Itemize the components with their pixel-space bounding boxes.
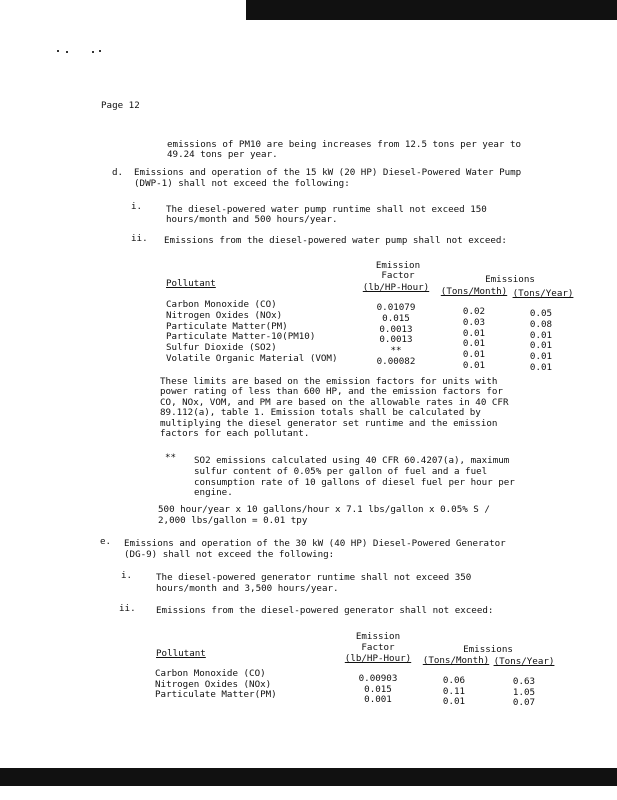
scan-speck — [92, 51, 94, 53]
item-ii-marker: ii. — [131, 233, 148, 244]
scan-top-bar — [246, 0, 617, 20]
intro-line: 49.24 tons per year. — [167, 149, 278, 160]
note-line: factors for each pollutant. — [160, 428, 310, 439]
note-line: CO, NOx, VOM, and PM are based on the allowable rates in 40 CFR — [160, 396, 509, 408]
table-header-factor: (lb/HP-Hour) — [344, 653, 412, 664]
scan-speck — [66, 51, 68, 53]
table-row-year: 0.05 — [529, 308, 553, 319]
scan-speck — [57, 50, 59, 52]
footnote-marker: ** — [165, 452, 177, 463]
table-row-month: 0.01 — [462, 360, 486, 371]
scan-bottom-bar — [0, 768, 617, 786]
note-line: multiplying the diesel generator set runtime and the emission — [160, 417, 498, 429]
table-header-pollutant: Pollutant — [166, 278, 216, 289]
footnote-line: SO2 emissions calculated using 40 CFR 60.4207(a), maximum — [194, 455, 510, 466]
table-row-pollutant: Nitrogen Oxides (NOx) — [166, 309, 283, 321]
calc-line: 500 hour/year x 10 gallons/hour x 7.1 lbs/gallon x 0.05% S / — [158, 504, 490, 515]
table-row-year: 0.08 — [529, 318, 553, 330]
table-row-pollutant: Particulate Matter(PM) — [155, 689, 277, 700]
table-row-pollutant: Carbon Monoxide (CO) — [166, 299, 277, 310]
table-header-factor: Emission — [375, 260, 421, 271]
table-row-factor: 0.00082 — [376, 356, 416, 367]
page-label: Page 12 — [101, 100, 140, 111]
table-row-month: 0.11 — [442, 685, 466, 697]
section-e-heading: (DG-9) shall not exceed the following: — [124, 549, 335, 560]
note-line: 89.112(a), table 1. Emission totals shall be calculated by — [160, 407, 481, 419]
section-e-heading: Emissions and operation of the 30 kW (40 HP) Diesel-Powered Generator — [124, 538, 506, 549]
calc-line: 2,000 lbs/gallon = 0.01 tpy — [158, 515, 308, 526]
table-row-pollutant: Nitrogen Oxides (NOx) — [155, 678, 272, 690]
note-line: power rating of less than 600 HP, and the emission factors for — [160, 386, 503, 398]
table-row-year: 0.63 — [512, 676, 536, 687]
table-row-year: 1.05 — [512, 686, 536, 698]
table-row-pollutant: Sulfur Dioxide (SO2) — [166, 342, 277, 354]
item-ii-text: Emissions from the diesel-powered water pump shall not exceed: — [164, 235, 507, 246]
section-e-marker: e. — [100, 536, 112, 547]
table-row-year: 0.01 — [529, 351, 553, 363]
intro-line: emissions of PM10 are being increases from 12.5 tons per year to — [167, 139, 522, 150]
item-i-marker: i. — [131, 201, 143, 212]
table-row-factor: 0.0013 — [379, 323, 413, 335]
scan-speck — [99, 50, 101, 52]
table-row-factor: 0.01079 — [376, 302, 416, 313]
section-d-marker: d. — [112, 167, 124, 178]
table-row-pollutant: Carbon Monoxide (CO) — [155, 668, 266, 679]
table-row-factor: 0.0013 — [379, 334, 413, 346]
table-row-pollutant: Volatile Organic Material (VOM) — [166, 353, 338, 364]
table-header-emissions: Emissions — [463, 644, 513, 655]
item-i-text: hours/month and 500 hours/year. — [166, 214, 338, 225]
table-row-factor: 0.015 — [382, 312, 410, 324]
table-row-factor: 0.00903 — [358, 673, 398, 684]
section-d-heading: (DWP-1) shall not exceed the following: — [134, 178, 350, 189]
footnote-line: sulfur content of 0.05% per gallon of fuel and a fuel — [194, 465, 488, 477]
table-header-year: (Tons/Year) — [512, 288, 574, 299]
table-row-year: 0.01 — [529, 362, 553, 373]
item-ii-text: Emissions from the diesel-powered generator shall not exceed: — [156, 605, 494, 616]
footnote-line: engine. — [194, 487, 233, 499]
table-header-pollutant: Pollutant — [156, 648, 206, 659]
table-row-month: 0.03 — [462, 316, 486, 328]
item-i-marker: i. — [121, 570, 133, 581]
table-header-year: (Tons/Year) — [493, 656, 555, 667]
table-row-year: 0.01 — [529, 329, 553, 341]
table-row-month: 0.06 — [442, 675, 466, 686]
table-row-pollutant: Particulate Matter-10(PM10) — [166, 331, 316, 343]
table-row-month: 0.01 — [442, 696, 466, 707]
table-header-factor: (lb/HP-Hour) — [362, 282, 430, 293]
table-row-year: 0.07 — [512, 697, 536, 708]
table-row-month: 0.01 — [462, 338, 486, 350]
table-row-pollutant: Particulate Matter(PM) — [166, 320, 288, 332]
table-row-factor: 0.001 — [364, 694, 392, 705]
section-d-heading: Emissions and operation of the 15 kW (20 HP) Diesel-Powered Water Pump — [134, 167, 522, 178]
item-i-text: hours/month and 3,500 hours/year. — [156, 583, 339, 594]
footnote-line: consumption rate of 10 gallons of diesel fuel per hour per — [194, 476, 515, 488]
table-row-factor: ** — [390, 345, 402, 357]
table-row-factor: 0.015 — [364, 683, 392, 695]
table-header-emissions: Emissions — [485, 274, 535, 285]
table-header-month: (Tons/Month) — [422, 655, 490, 666]
table-header-factor: Factor — [381, 270, 415, 281]
note-line: These limits are based on the emission factors for units with — [160, 376, 498, 387]
table-row-year: 0.01 — [529, 340, 553, 352]
table-row-month: 0.01 — [462, 327, 486, 339]
table-header-factor: Factor — [361, 642, 395, 653]
item-i-text: The diesel-powered water pump runtime shall not exceed 150 — [166, 204, 487, 215]
table-header-factor: Emission — [355, 631, 401, 642]
item-i-text: The diesel-powered generator runtime shall not exceed 350 — [156, 572, 472, 583]
item-ii-marker: ii. — [119, 603, 136, 614]
table-row-month: 0.01 — [462, 349, 486, 361]
table-header-month: (Tons/Month) — [440, 286, 508, 297]
table-row-month: 0.02 — [462, 306, 486, 317]
